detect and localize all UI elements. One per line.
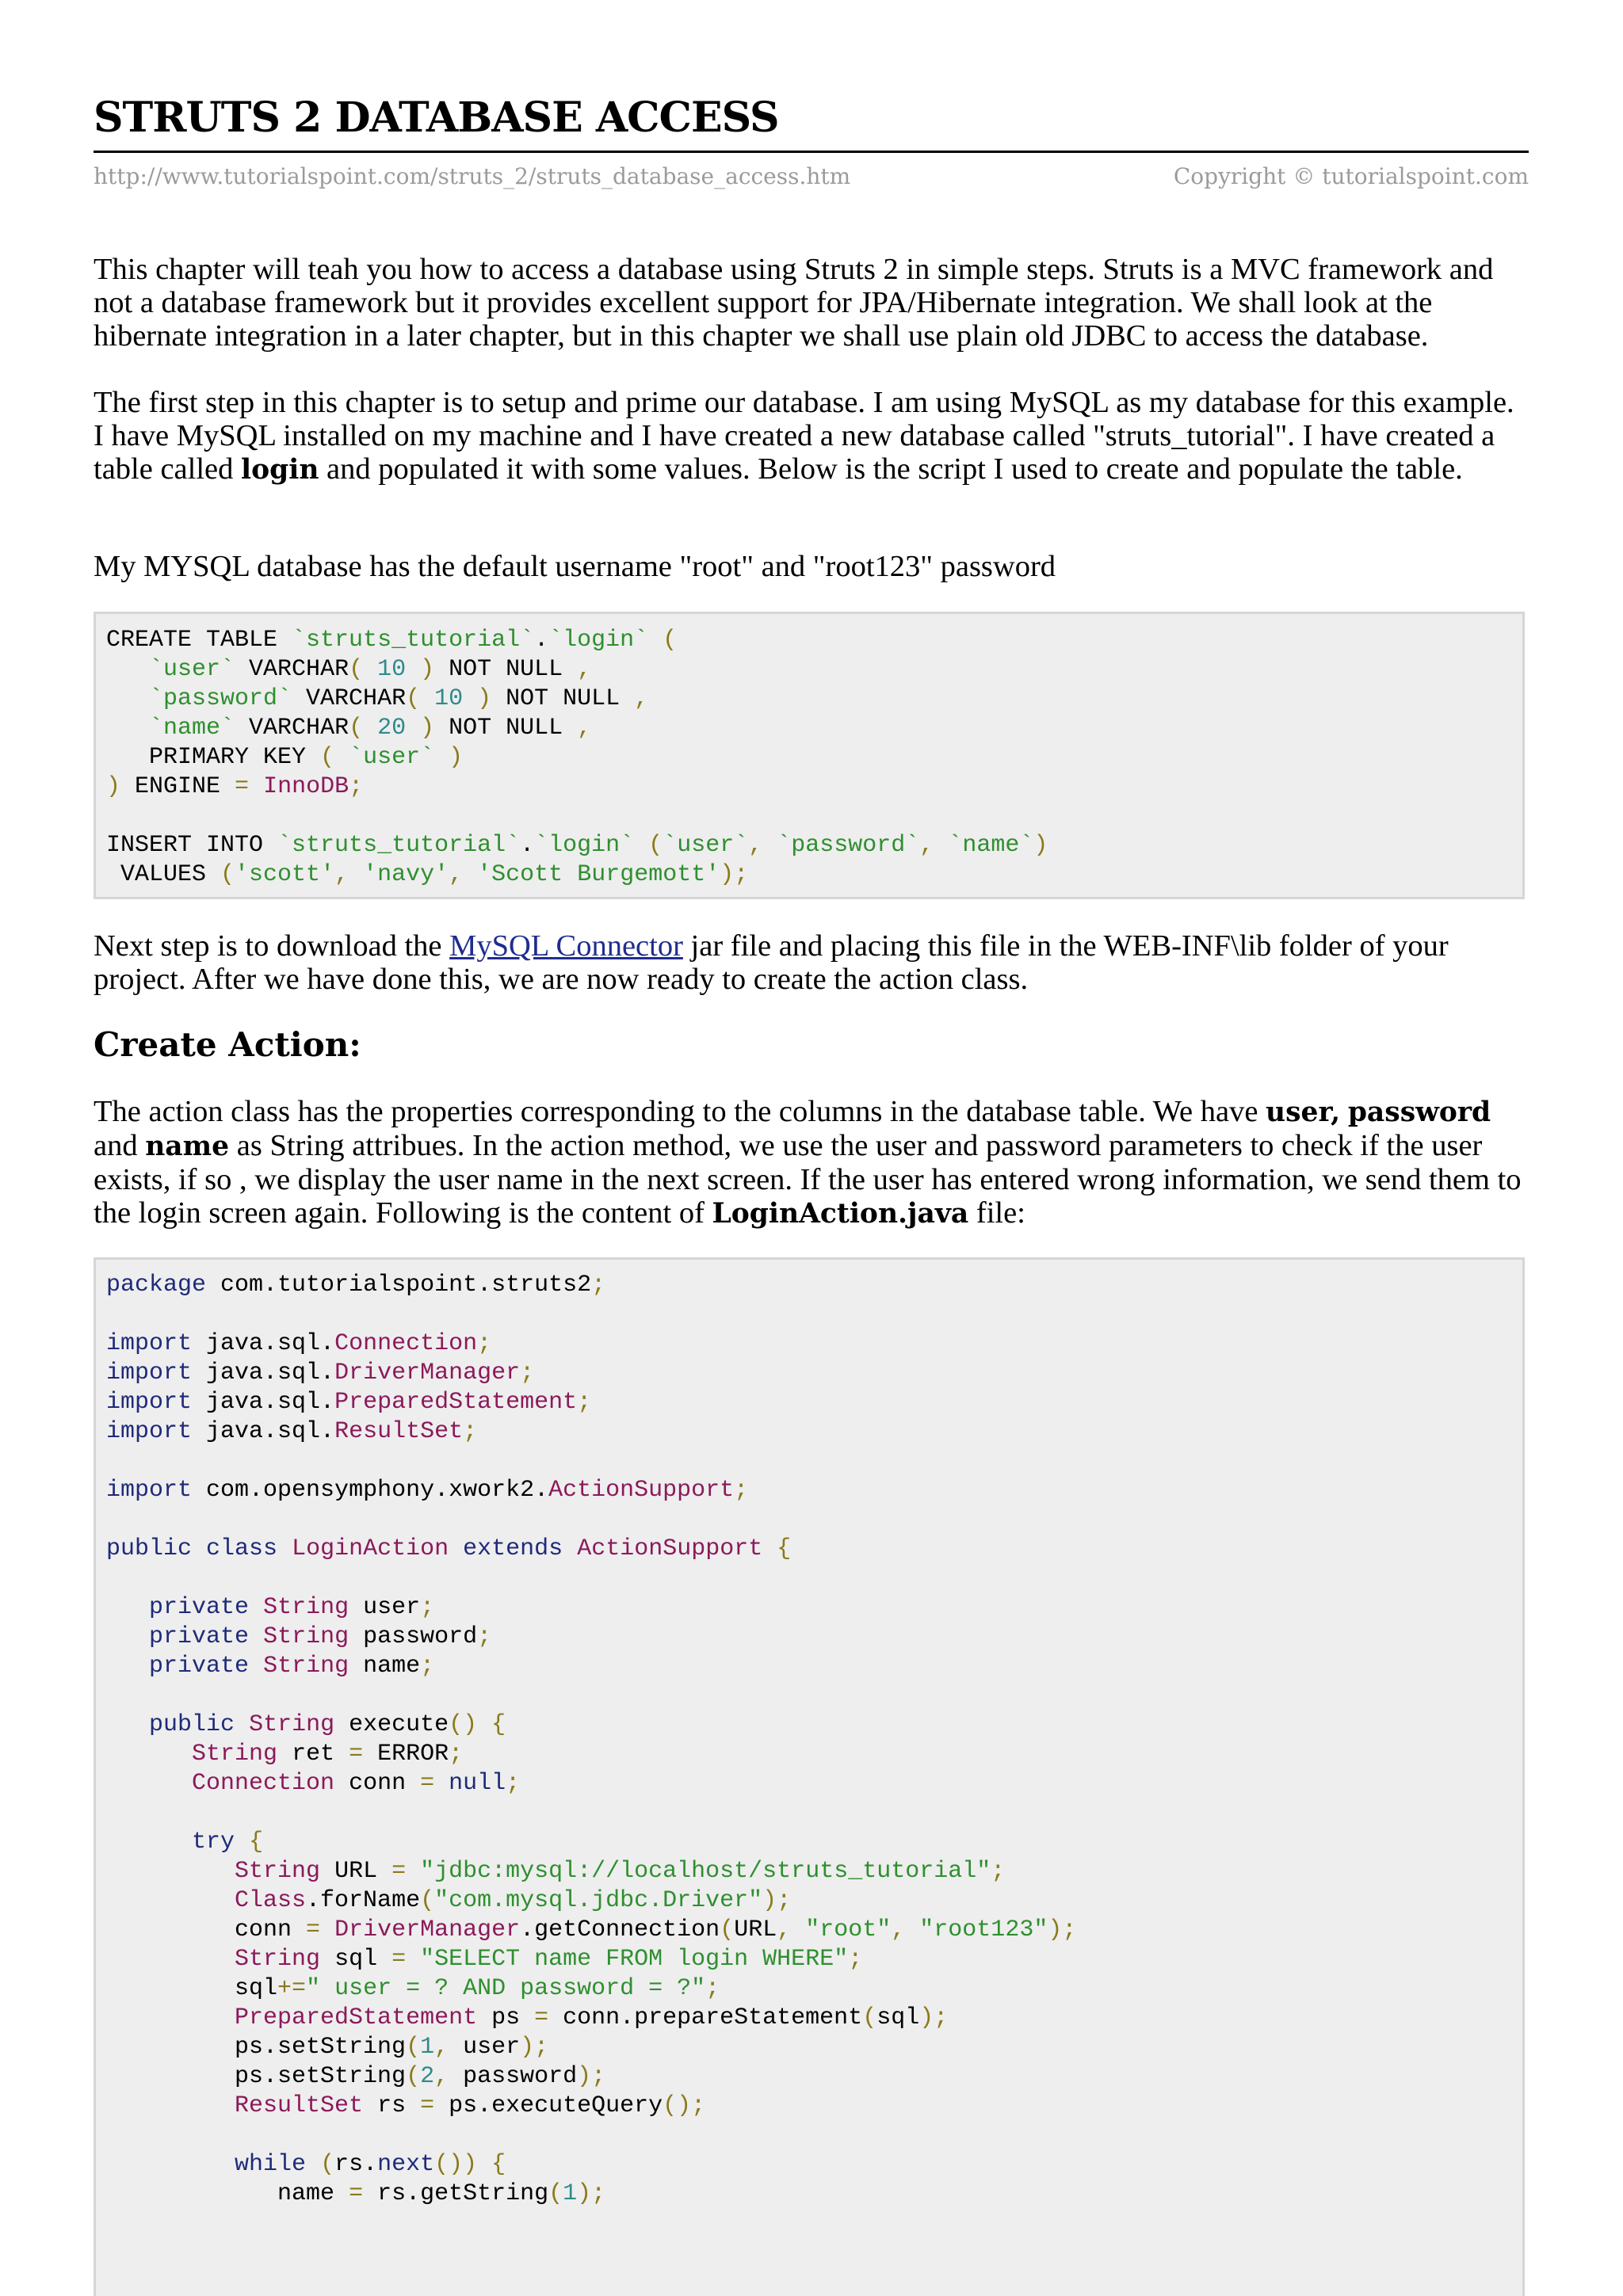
mysql-connector-link[interactable]: MySQL Connector (449, 929, 683, 963)
java-code-line: ps.setString(2, password); (106, 2063, 606, 2090)
java-code-line: private String user; (149, 1594, 435, 1621)
java-code-line: String sql = "SELECT name FROM login WHERE"; (235, 1946, 863, 1973)
java-code-line: public String execute() { (149, 1711, 506, 1738)
next-step-text-before: Next step is to download the (94, 929, 450, 963)
java-code-line: package com.tutorialspoint.struts2; (106, 1272, 606, 1299)
page-title: STRUTS 2 DATABASE ACCESS (94, 93, 779, 142)
java-code (96, 1260, 1522, 2209)
ca-text-4: as String attribues. In the action method, we use the user and password parameters to check if the user exists, if so , we display the user name in the next screen. If the user has entered wrong information, we send them to the login screen again. Following is the content of (94, 1129, 1522, 1230)
java-code-line: import java.sql.Connection; (106, 1330, 492, 1357)
java-code-line: conn = DriverManager.getConnection(URL, "root", "root123"); (106, 1917, 1077, 1943)
java-code-line: name = rs.getString(1); (106, 2180, 606, 2207)
java-code-line: import java.sql.PreparedStatement; (106, 1389, 592, 1416)
sql-code-line: INSERT INTO `struts_tutorial`.`login` (`user`, `password`, `name`) (106, 832, 1048, 859)
intro-paragraph-2 (94, 386, 1529, 486)
sql-code (96, 614, 1522, 890)
p2-text-after: and populated it with some values. Below is the script I used to create and populate the table. (319, 452, 1463, 486)
create-action-paragraph (94, 1095, 1529, 1230)
title-rule (94, 151, 1529, 153)
copyright-notice: Copyright © tutorialspoint.com (1173, 163, 1529, 189)
java-code-line: ResultSet rs = ps.executeQuery(); (235, 2092, 706, 2119)
java-code-line: PreparedStatement ps = conn.prepareStatement(sql); (235, 2004, 949, 2031)
source-url[interactable]: http://www.tutorialspoint.com/struts_2/struts_database_access.htm (94, 163, 851, 189)
java-code-line (106, 1798, 1522, 1828)
java-code-line (106, 1505, 1522, 1535)
java-code-line: try { (192, 1829, 264, 1855)
java-code-line (106, 2121, 1522, 2150)
java-code-line: private String password; (149, 1623, 492, 1650)
java-code-line: Connection conn = null; (192, 1770, 521, 1797)
sql-code-line (106, 802, 1522, 831)
ca-text-2 (1340, 1095, 1348, 1128)
java-code-line: import com.opensymphony.xwork2.ActionSupport; (106, 1477, 749, 1504)
java-code-line: public class LoginAction extends ActionSupport { (106, 1535, 792, 1562)
sql-code-line: VALUES ('scott', 'navy', 'Scott Burgemott'); (106, 861, 749, 888)
java-code-line: while (rs.next()) { (235, 2151, 506, 2178)
java-code-line: sql+=" user = ? AND password = ?"; (106, 1975, 720, 2002)
ca-bold-filename: LoginAction.java (712, 1198, 969, 1230)
intro-paragraph-3: My MYSQL database has the default username "root" and "root123" password (94, 550, 1056, 583)
java-code-line: import java.sql.ResultSet; (106, 1418, 478, 1445)
section-heading-create-action: Create Action: (94, 1025, 361, 1064)
java-code-line: ps.setString(1, user); (106, 2034, 549, 2061)
sql-code-line: `name` VARCHAR( 20 ) NOT NULL , (149, 715, 592, 742)
java-code-block (94, 1257, 1525, 2296)
ca-text-1: The action class has the properties corresponding to the columns in the database table. We have (94, 1095, 1266, 1128)
p2-bold-login: login (240, 454, 319, 486)
sql-code-line: `password` VARCHAR( 10 ) NOT NULL , (149, 685, 649, 712)
ca-bold-name: name (145, 1131, 230, 1162)
ca-text-3: and (94, 1129, 146, 1162)
java-code-line: private String name; (149, 1653, 435, 1680)
intro-paragraph-1: This chapter will teah you how to access a database using Struts 2 in simple steps. Struts is a MVC framework and not a database framework but it provides excellent support for JPA/Hibernate integration. We shall look at the hibernate integration in a later chapter, but in this chapter we shall use plain old JDBC to access the database. (94, 253, 1494, 353)
java-code-line: String URL = "jdbc:mysql://localhost/struts_tutorial"; (235, 1858, 1006, 1885)
p2-text-before: The first step in this chapter is to setup and prime our database. I am using MySQL as my database for this example. I have MySQL installed on my machine and I have created a new database called "struts_tutorial". I have created a table called (94, 386, 1514, 486)
java-code-line: import java.sql.DriverManager; (106, 1360, 535, 1386)
sql-code-line: CREATE TABLE `struts_tutorial`.`login` ( (106, 627, 678, 654)
java-code-line (106, 1564, 1522, 1593)
sql-code-line: PRIMARY KEY ( `user` ) (106, 744, 464, 771)
next-step-text-after: jar file and placing this file in the WEB-INF\lib folder of your project. After we have done this, we are now ready to create the action class. (94, 929, 1449, 996)
next-step-paragraph (94, 929, 1529, 996)
sql-code-block (94, 612, 1525, 899)
sql-code-line: ) ENGINE = InnoDB; (106, 773, 364, 800)
java-code-line (106, 1300, 1522, 1329)
java-code-line (106, 1447, 1522, 1476)
java-code-line: String ret = ERROR; (192, 1741, 464, 1768)
java-code-line (106, 1681, 1522, 1711)
ca-bold-password: password (1347, 1097, 1491, 1128)
sql-code-line: `user` VARCHAR( 10 ) NOT NULL , (149, 656, 592, 683)
ca-text-5: file: (968, 1196, 1025, 1230)
java-code-line: Class.forName("com.mysql.jdbc.Driver"); (235, 1887, 792, 1914)
ca-bold-user: user, (1266, 1097, 1341, 1128)
